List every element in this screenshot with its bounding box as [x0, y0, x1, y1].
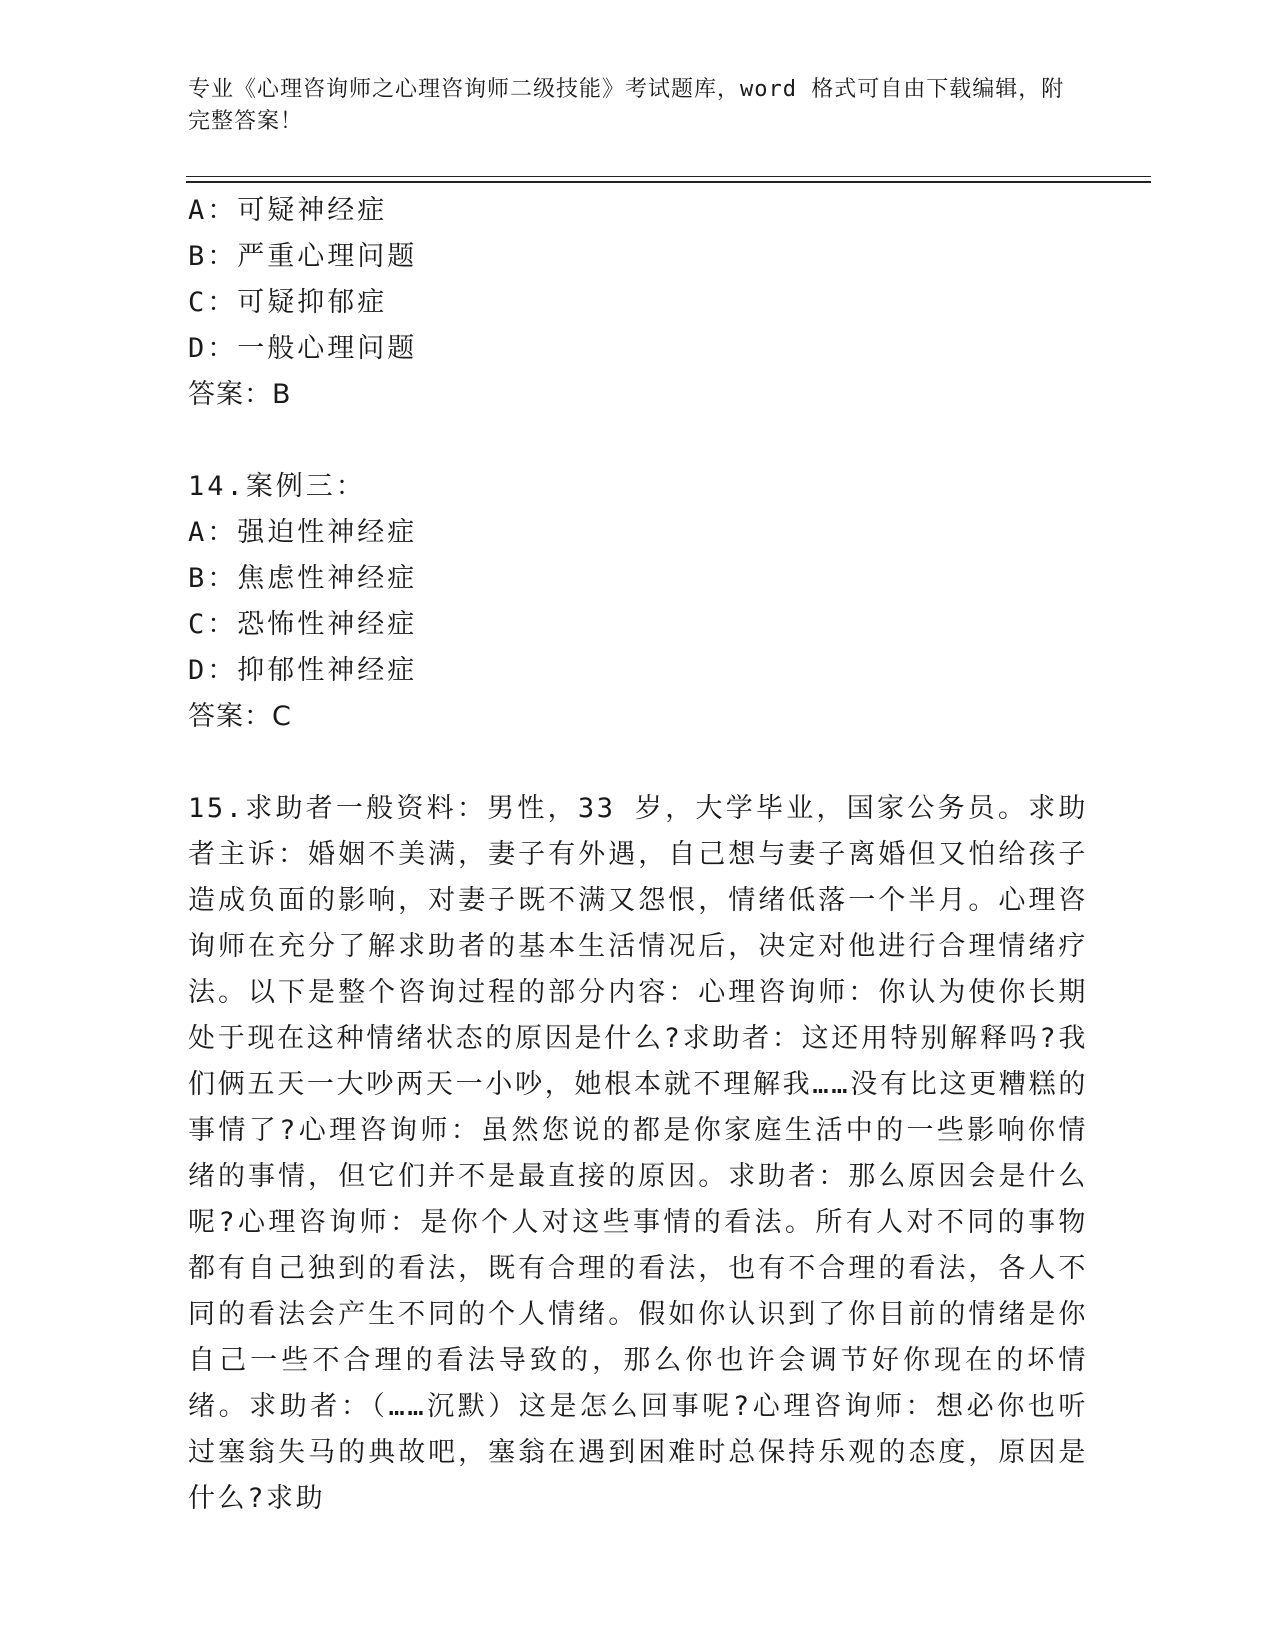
option-c: C：恐怖性神经症: [188, 609, 418, 640]
option-a: A：可疑神经症: [188, 195, 388, 226]
header-divider-thick: [186, 181, 1151, 183]
option-b: B：焦虑性神经症: [188, 563, 418, 594]
question-15-text: 15.求助者一般资料：男性，33 岁，大学毕业，国家公务员。求助者主诉：婚姻不美满，妻子有外遇，自己想与妻子离婚但又怕给孩子造成负面的影响，对妻子既不满又怨恨，情绪低落一个半月。心理咨询师在充分了解求助者的基本生活情况后，决定对他进行合理情绪疗法。以下是整个咨询过程的部分内容：心理咨询师：你认为使你长期处于现在这种情绪状态的原因是什么?求助者：这还用特别解释吗?我们俩五天一大吵两天一小吵，她根本就不理解我……没有比这更糟糕的事情了?心理咨询师：虽然您说的都是你家庭生活中的一些影响你情绪的事情，但它们并不是最直接的原因。求助者：那么原因会是什么呢?心理咨询师：是你个人对这些事情的看法。所有人对不同的事物都有自己独到的看法，既有合理的看法，也有不合理的看法，各人不同的看法会产生不同的个人情绪。假如你认识到了你目前的情绪是你自己一些不合理的看法导致的，那么你也许会调节好你现在的坏情绪。求助者：（……沉默）这是怎么回事呢?心理咨询师：想必你也听过塞翁失马的典故吧，塞翁在遇到困难时总保持乐观的态度，原因是什么?求助: [188, 793, 1088, 1514]
page-header: 专业《心理咨询师之心理咨询师二级技能》考试题库，word 格式可自由下载编辑，附完整答案！: [188, 77, 1065, 134]
option-d: D：一般心理问题: [188, 333, 418, 364]
option-d: D：抑郁性神经症: [188, 655, 418, 686]
option-c: C：可疑抑郁症: [188, 287, 388, 318]
question-14: [188, 464, 1088, 740]
question-13-options: [188, 188, 1088, 418]
spacer: [188, 418, 1088, 464]
spacer: [188, 740, 1088, 786]
option-a: A：强迫性神经症: [188, 517, 418, 548]
answer-14: 答案：C: [188, 701, 292, 732]
question-14-title: 14.案例三：: [188, 471, 366, 502]
option-b: B：严重心理问题: [188, 241, 418, 272]
answer-13: 答案：B: [188, 379, 292, 410]
header-divider-thin: [186, 176, 1151, 177]
document-body: [188, 188, 1088, 1522]
